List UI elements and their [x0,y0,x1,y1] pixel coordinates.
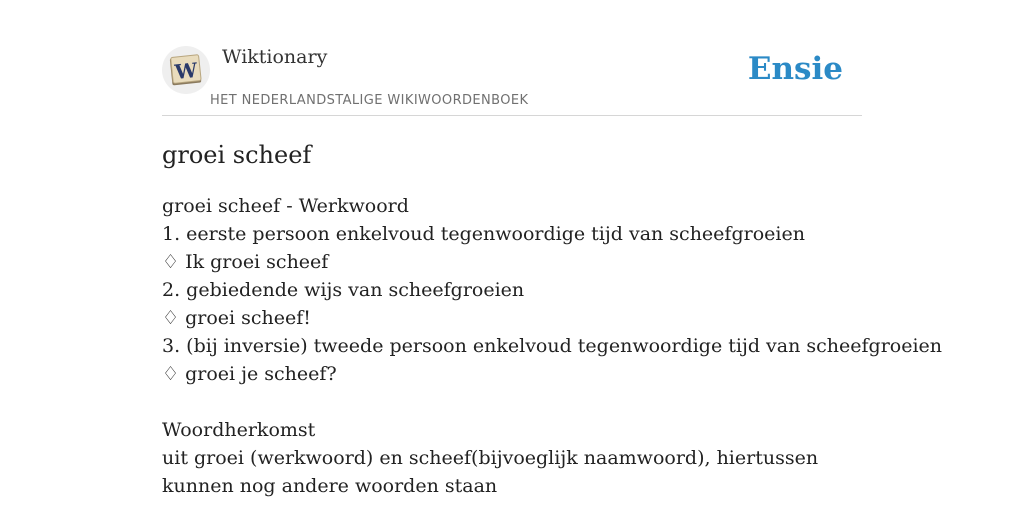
etymology-text: uit groei (werkwoord) en scheef(bijvoeglijk naamwoord), hiertussen kunnen nog andere woorden staan [162,447,819,497]
spacer [162,388,862,416]
site-tagline: HET NEDERLANDSTALIGE WIKIWOORDENBOEK [210,93,529,108]
header [162,0,862,116]
definition-2: 2. gebiedende wijs van scheefgroeien [162,279,525,301]
definition-3: 3. (bij inversie) tweede persoon enkelvoud tegenwoordige tijd van scheefgroeien [162,335,943,357]
svg-text:W: W [173,57,199,85]
entry-heading: groei scheef - Werkwoord [162,195,409,217]
example-1: ♢ Ik groei scheef [162,251,329,273]
definition-1: 1. eerste persoon enkelvoud tegenwoordige tijd van scheefgroeien [162,223,805,245]
page [162,0,943,500]
example-3: ♢ groei je scheef? [162,363,337,385]
wiktionary-logo-icon[interactable] [162,46,210,94]
page-title: groei scheef [162,141,312,169]
entry-content [162,192,943,500]
site-name[interactable]: Wiktionary [222,46,328,68]
ensie-brand-link[interactable]: Ensie [747,51,843,87]
etymology-heading: Woordherkomst [162,419,316,441]
example-2: ♢ groei scheef! [162,307,311,329]
